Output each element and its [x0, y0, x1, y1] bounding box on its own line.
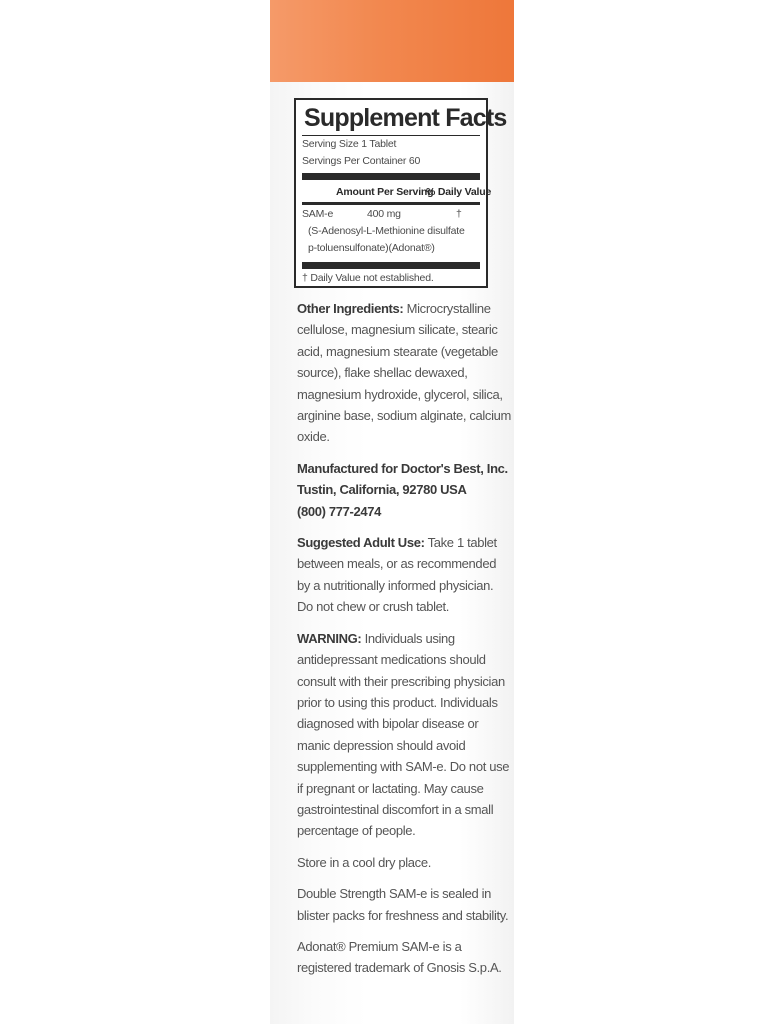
title-rule	[302, 135, 480, 136]
thick-rule-bottom	[302, 262, 480, 269]
manufacturer-phone: (800) 777-2474	[297, 503, 381, 519]
header-rule	[302, 202, 480, 205]
label-text-body	[297, 298, 512, 989]
warning	[297, 628, 512, 842]
packaging-note: Double Strength SAM-e is sealed in blister packs for freshness and stability.	[297, 886, 509, 923]
ingredient-description-line1: (S-Adenosyl-L-Methionine disulfate	[308, 225, 465, 237]
storage-instructions: Store in a cool dry place.	[297, 854, 431, 870]
ingredient-amount: 400 mg	[367, 208, 401, 220]
ingredient-description-line2: p-toluensulfonate)(Adonat®)	[308, 242, 435, 254]
suggested-use-text: Take 1 tablet between meals, or as recommended by a nutritionally informed physician. Do not chew or crush tablet.	[297, 535, 497, 615]
trademark-note: Adonat® Premium SAM-e is a registered trademark of Gnosis S.p.A.	[297, 938, 502, 976]
ingredient-dv: †	[456, 208, 462, 220]
ingredient-name: SAM-e	[302, 208, 334, 220]
thick-rule-top	[302, 173, 480, 180]
facts-title: Supplement Facts	[304, 104, 507, 132]
manufacturer-address: Tustin, California, 92780 USA	[297, 482, 467, 498]
suggested-use	[297, 532, 512, 618]
other-ingredients-text: Microcrystalline cellulose, magnesium silicate, stearic acid, magnesium stearate (vegetable source), flake shellac dewaxed, magnesium hydroxide, glycerol, silica, arginine base, sodium alginate, calcium oxide.	[297, 301, 511, 445]
manufacturer-info	[297, 458, 512, 522]
other-ingredients-label: Other Ingredients:	[297, 301, 404, 316]
suggested-use-label: Suggested Adult Use:	[297, 535, 425, 551]
other-ingredients	[297, 298, 512, 448]
manufacturer-name: Manufactured for Doctor's Best, Inc.	[297, 460, 508, 476]
daily-value-header: % Daily Value	[426, 186, 492, 198]
servings-per-container: Servings Per Container 60	[302, 155, 421, 167]
amount-per-serving-header: Amount Per Serving	[336, 186, 434, 198]
supplement-facts-panel	[294, 98, 507, 288]
product-box-side-panel	[270, 0, 514, 1024]
orange-top-band	[270, 0, 514, 82]
warning-label: WARNING:	[297, 630, 362, 646]
warning-text: Individuals using antidepressant medications should consult with their prescribing physician prior to using this product. Individuals diagnosed with bipolar disease or manic depression should avoid supplementing with SAM-e. Do not use if pregnant or lactating. May cause gastrointestinal discomfort in a small percentage of people.	[297, 630, 510, 839]
daily-value-footnote: † Daily Value not established.	[302, 272, 434, 284]
serving-size: Serving Size 1 Tablet	[302, 138, 397, 150]
